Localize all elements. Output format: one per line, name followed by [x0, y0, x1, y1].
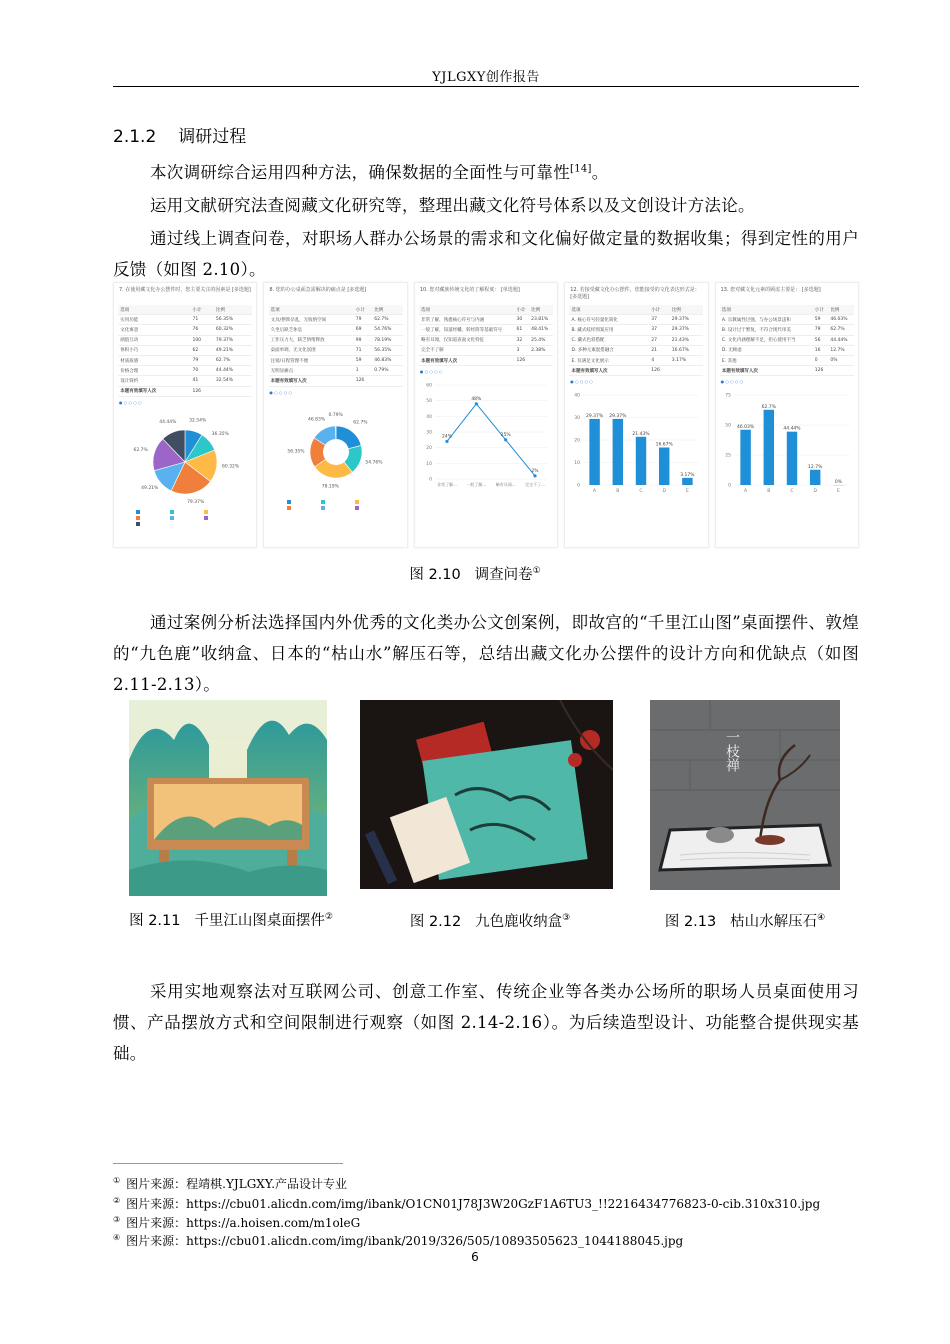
table-cell: 79: [354, 315, 373, 325]
table-total-label: 本题有效填写人次: [118, 386, 190, 396]
legend-swatch: [136, 510, 140, 514]
citation-ref[interactable]: [14]: [570, 163, 592, 175]
y-tick-label: 25: [725, 453, 731, 459]
table-cell: 59: [813, 315, 829, 325]
table-row: [569, 325, 703, 335]
table-cell: 23.81%: [529, 315, 553, 325]
survey-figure: [113, 282, 859, 548]
table-cell: 71: [354, 345, 373, 355]
legend-swatch: [136, 516, 140, 520]
survey-question: 12. 若接受藏文化办公摆件，您能接受的文化表达形式是： [多选题]: [570, 287, 700, 300]
figure-title: 枯山水解压石: [730, 914, 818, 930]
table-cell: 32.54%: [214, 376, 252, 386]
footnote-mark: ③: [113, 1215, 121, 1224]
table-cell: 略有耳闻，仅知道表面文化特征: [419, 335, 514, 345]
table-cell: C. 文化内涵理解不足，担心使用不当: [720, 335, 813, 345]
table-header-cell: 选项: [569, 305, 649, 315]
paragraph-text: 本次调研综合运用四种方法，确保数据的全面性与可靠性: [150, 163, 570, 182]
table-cell: [670, 366, 704, 376]
table-header-cell: 比例: [670, 305, 704, 315]
y-tick-label: 10: [574, 461, 581, 467]
survey-panel: [414, 282, 558, 548]
paragraph-methods: [113, 157, 859, 188]
table-row: [118, 315, 252, 325]
paragraph-observation: 采用实地观察法对互联网公司、创意工作室、传统企业等各类办公场所的职场人员桌面使用习惯、产品摆放方式和空间限制进行观察（如图 2.14-2.16）。为后续造型设计、功能整合提供现实基础。: [113, 982, 859, 1063]
line-point: [475, 402, 478, 405]
survey-chart: [116, 408, 254, 528]
bar: [613, 419, 623, 485]
legend-swatch: [287, 506, 291, 510]
table-cell: A. 宗教属性过强，与办公场景违和: [720, 315, 813, 325]
chart-type-toolbar[interactable]: ● ○ ○ ○ ○: [720, 379, 744, 385]
chart-type-toolbar[interactable]: ● ○ ○ ○ ○: [119, 399, 142, 405]
paragraph-end: 。: [591, 163, 609, 182]
footnote-mark: ④: [113, 1233, 121, 1242]
table-cell: 非常了解，熟悉核心符号与内涵: [419, 315, 514, 325]
table-cell: 29.37%: [670, 325, 704, 335]
table-row: [720, 345, 854, 355]
table-header-cell: 比例: [372, 305, 402, 315]
survey-table: [720, 305, 854, 376]
zen-stone-image: [650, 700, 840, 890]
survey-question: 13. 您对藏文化元素的顾虑主要是： [多选题]: [720, 287, 821, 293]
y-tick-label: 60: [426, 383, 433, 389]
table-total-label: 本题有效填写人次: [269, 376, 354, 386]
table-cell: 37: [649, 315, 670, 325]
slice-label: 62.7%: [133, 447, 148, 453]
y-tick-label: 0: [429, 477, 433, 483]
footnote-3: [113, 1212, 360, 1231]
table-cell: 62.7%: [828, 325, 853, 335]
table-row: [118, 376, 252, 386]
data-label: 2%: [531, 468, 539, 474]
x-tick-label: B: [616, 489, 620, 495]
table-header-cell: 选项: [269, 305, 354, 315]
table-cell: 59: [354, 355, 373, 365]
table-cell: 颜值互动: [118, 335, 190, 345]
table-cell: 29.37%: [670, 315, 704, 325]
deer-box-image: [360, 700, 613, 889]
table-row: [720, 315, 854, 325]
x-tick-label: 非常了解...: [437, 482, 457, 488]
legend-swatch: [321, 506, 325, 510]
data-label: 16.67%: [656, 442, 674, 448]
data-label: 48%: [471, 396, 482, 402]
table-cell: 44.44%: [828, 335, 853, 345]
y-tick-label: 75: [725, 393, 731, 399]
chart-type-toolbar[interactable]: ● ○ ○ ○ ○: [419, 369, 443, 375]
slice-label: 36.35%: [211, 431, 230, 437]
line-point: [533, 474, 536, 477]
table-cell: 0%: [828, 355, 853, 365]
line-point: [445, 440, 448, 443]
table-total-value: 126: [649, 366, 670, 376]
table-cell: 79.37%: [214, 335, 252, 345]
table-cell: 69: [354, 325, 373, 335]
survey-table: [569, 305, 703, 376]
data-label: 12.7%: [807, 465, 823, 471]
slice-label: 79.37%: [187, 499, 205, 505]
table-row: [118, 355, 252, 365]
slice-label: 78.19%: [321, 484, 339, 490]
bar: [763, 410, 773, 485]
table-row: [269, 335, 403, 345]
table-cell: 3.17%: [670, 355, 704, 365]
table-row: [419, 315, 553, 325]
table-cell: 44.44%: [214, 366, 252, 376]
table-cell: 99: [354, 335, 373, 345]
table-total-value: 126: [354, 376, 373, 386]
table-row: [720, 325, 854, 335]
legend-swatch: [355, 506, 359, 510]
donut-hole: [323, 439, 349, 465]
slice-label: 44.44%: [159, 419, 177, 425]
table-cell: [214, 386, 252, 396]
table-cell: 54.76%: [372, 325, 402, 335]
slice-label: 32.54%: [189, 418, 207, 424]
table-header-cell: 比例: [529, 305, 553, 315]
data-label: 44.44%: [783, 426, 801, 432]
footnote-text[interactable]: 图片来源：https://a.hoisen.com/m1oleG: [126, 1216, 361, 1230]
footnote-text: 图片来源：程靖棋.YJLGXY.产品设计专业: [126, 1177, 348, 1191]
figure-caption-2-10: [0, 563, 950, 584]
table-cell: 56.35%: [214, 315, 252, 325]
table-row: [419, 325, 553, 335]
footnote-mark[interactable]: ①: [532, 566, 541, 577]
x-tick-label: C: [639, 489, 643, 495]
table-header-cell: 小计: [649, 305, 670, 315]
legend-swatch: [204, 516, 208, 520]
photo-landscape-ornament: [129, 700, 327, 896]
table-cell: 46.83%: [372, 355, 402, 365]
table-cell: 价格合理: [118, 366, 190, 376]
table-cell: 30: [515, 315, 530, 325]
figure-caption-2-12: [370, 910, 610, 931]
data-label: 21.43%: [632, 432, 651, 438]
table-cell: 56: [813, 335, 829, 345]
data-label: 24%: [442, 434, 453, 440]
table-cell: 37: [649, 325, 670, 335]
survey-panel: [113, 282, 257, 548]
table-cell: 49.21%: [214, 345, 252, 355]
slice-label: 62.7%: [352, 420, 368, 426]
figure-label: 图 2.10: [409, 567, 461, 583]
footnote-2: [113, 1193, 820, 1212]
table-cell: 久坐后缺乏休息: [269, 325, 354, 335]
survey-panel: [715, 282, 859, 548]
table-row: [569, 345, 703, 355]
table-cell: 注销/日程管理不便: [269, 355, 354, 365]
bar: [787, 432, 797, 485]
slice-label: 0.79%: [328, 412, 343, 418]
survey-chart: [267, 398, 405, 518]
y-tick-label: 50: [725, 423, 731, 429]
table-row: [118, 345, 252, 355]
table-cell: C. 藏式色彩搭配: [569, 335, 649, 345]
table-total-label: 本题有效填写人次: [569, 366, 649, 376]
table-row: [118, 366, 252, 376]
table-cell: 材质质感: [118, 355, 190, 365]
table-cell: 62: [190, 345, 213, 355]
paragraph-cases: 通过案例分析法选择国内外优秀的文化类办公文创案例，即故宫的“千里江山图”桌面摆件、敦煌的“九色鹿”收纳盒、日本的“枯山水”解压石等，总结出藏文化办公摆件的设计方向和优缺点（如图 2.11-2.13）。: [113, 613, 859, 694]
table-row: [569, 355, 703, 365]
table-row: [269, 366, 403, 376]
bar: [740, 430, 750, 485]
table-cell: 32: [515, 335, 530, 345]
slice-label: 56.35%: [287, 449, 305, 455]
y-tick-label: 0: [577, 483, 581, 489]
data-label: 25%: [500, 432, 511, 438]
paragraph-literature: 运用文献研究法查阅藏文化研究等，整理出藏文化符号体系以及文创设计方法论。: [150, 196, 755, 215]
table-row: [720, 355, 854, 365]
table-cell: 2.38%: [529, 345, 553, 355]
table-row: [118, 335, 252, 345]
y-tick-label: 40: [426, 414, 433, 420]
table-cell: 76: [190, 325, 213, 335]
table-row: [269, 355, 403, 365]
table-cell: E. 仅满足文化展示: [569, 355, 649, 365]
footnote-4: [113, 1230, 683, 1249]
series-line: [447, 404, 535, 476]
y-tick-label: 50: [426, 399, 433, 405]
footnote-mark[interactable]: ④: [817, 913, 826, 924]
y-tick-label: 10: [426, 461, 433, 467]
survey-panel: [564, 282, 708, 548]
photo-deer-box: [360, 700, 613, 889]
table-cell: 21: [649, 345, 670, 355]
landscape-ornament-image: [129, 700, 327, 896]
survey-chart: [417, 377, 555, 497]
bar: [659, 448, 669, 486]
table-total-label: 本题有效填写人次: [720, 366, 813, 376]
figure-caption-2-11: [116, 910, 346, 932]
figure-label: 图 2.12: [409, 914, 462, 930]
table-cell: 0: [813, 355, 829, 365]
table-cell: E. 其他: [720, 355, 813, 365]
survey-question: 7. 在使用藏文化办公摆件时，您主要关注的因素是 [多选题]: [119, 287, 251, 293]
table-cell: D. 无顾虑: [720, 345, 813, 355]
table-header-cell: 比例: [214, 305, 252, 315]
y-tick-label: 30: [574, 416, 581, 422]
table-cell: 文具/摆饰杂乱，无收纳空间: [269, 315, 354, 325]
survey-table: [118, 305, 252, 397]
survey-table: [419, 305, 553, 366]
table-cell: 12.7%: [828, 345, 853, 355]
legend-swatch: [321, 500, 325, 504]
survey-chart: [567, 387, 705, 507]
table-row: [118, 325, 252, 335]
data-label: 62.7%: [761, 405, 776, 411]
y-tick-label: 0: [727, 483, 731, 489]
bar: [636, 437, 646, 485]
y-tick-label: 30: [426, 430, 433, 436]
x-tick-label: D: [662, 489, 667, 495]
x-tick-label: A: [593, 489, 597, 495]
table-total-label: 本题有效填写人次: [419, 355, 514, 365]
survey-table: [269, 305, 403, 387]
x-tick-label: 完全不了...: [525, 482, 545, 488]
data-label: 3.17%: [680, 473, 695, 479]
bar: [590, 419, 600, 485]
table-cell: 设计简约: [118, 376, 190, 386]
x-tick-label: B: [767, 489, 771, 495]
figure-caption-2-13: [630, 910, 860, 931]
data-label: 29.37%: [586, 414, 604, 420]
table-header-cell: 小计: [354, 305, 373, 315]
data-label: 29.37%: [609, 414, 627, 420]
footnote-1: [113, 1173, 347, 1192]
x-tick-label: D: [813, 489, 817, 495]
bar: [683, 478, 693, 485]
table-cell: 21.43%: [670, 335, 704, 345]
data-label: 0%: [834, 480, 842, 486]
table-cell: 56.35%: [372, 345, 402, 355]
table-row: [419, 335, 553, 345]
survey-panel: [263, 282, 407, 548]
section-number: 2.1.2: [113, 127, 157, 147]
slice-label: 60.32%: [222, 464, 240, 470]
slice-label: 49.21%: [141, 485, 159, 491]
table-cell: 41: [190, 376, 213, 386]
line-point: [504, 438, 507, 441]
table-row: [720, 335, 854, 345]
table-row: [269, 315, 403, 325]
footnote-rule: [113, 1163, 343, 1164]
figure-title: 千里江山图桌面摆件: [194, 913, 325, 929]
footnote-mark[interactable]: ②: [324, 912, 333, 923]
table-total-value: 126: [190, 386, 213, 396]
photo-zen-stone: [650, 700, 840, 890]
figure-title: 调查问卷: [474, 567, 533, 583]
footnote-mark[interactable]: ③: [562, 913, 571, 924]
table-header-cell: 小计: [813, 305, 829, 315]
brand-text: 一枝禅: [724, 730, 740, 772]
table-cell: 3: [515, 345, 530, 355]
table-cell: 体积小巧: [118, 345, 190, 355]
table-cell: 100: [190, 335, 213, 345]
table-cell: B. 藏式纹样图案应用: [569, 325, 649, 335]
legend-swatch: [355, 500, 359, 504]
table-cell: 1: [354, 366, 373, 376]
paragraph-survey: 通过线上调查问卷，对职场人群办公场景的需求和文化偏好做定量的数据收集；得到定性的用户反馈（如图 2.10）。: [113, 229, 859, 279]
table-cell: 27: [649, 335, 670, 345]
x-tick-label: A: [743, 489, 747, 495]
legend-swatch: [287, 500, 291, 504]
table-cell: 实用功能: [118, 315, 190, 325]
footnote-text[interactable]: 图片来源：https://cbu01.alicdn.com/img/ibank/2019/326/505/10893505623_1044188045.jpg: [126, 1234, 684, 1248]
legend-swatch: [170, 510, 174, 514]
table-cell: 一般了解，知道经幡、转经筒等基础符号: [419, 325, 514, 335]
y-tick-label: 20: [574, 438, 581, 444]
table-cell: D. 多种元素混搭融合: [569, 345, 649, 355]
table-cell: 70: [190, 366, 213, 376]
x-tick-label: E: [686, 489, 690, 495]
table-cell: 62.7%: [214, 355, 252, 365]
table-cell: 79: [813, 325, 829, 335]
table-cell: 25.4%: [529, 335, 553, 345]
table-row: [269, 325, 403, 335]
legend-swatch: [136, 522, 140, 526]
table-cell: 文化寓意: [118, 325, 190, 335]
section-heading: [113, 122, 246, 147]
figure-label: 图 2.11: [129, 913, 181, 929]
section-title: 调研过程: [178, 127, 247, 147]
legend-swatch: [204, 510, 208, 514]
table-cell: 60.32%: [214, 325, 252, 335]
footnote-mark: ①: [113, 1176, 121, 1185]
table-row: [569, 335, 703, 345]
page-header: YJLGXY创作报告: [432, 70, 540, 85]
footnote-text[interactable]: 图片来源：https://cbu01.alicdn.com/img/ibank/O1CN01J78J3W20GzF1A6TU3_!!2216434776823-0-cib.310x310.jpg: [126, 1197, 821, 1211]
table-total-value: 126: [515, 355, 530, 365]
table-cell: 完全不了解: [419, 345, 514, 355]
survey-chart: [718, 387, 856, 507]
table-header-cell: 小计: [515, 305, 530, 315]
table-cell: B. 设计过于繁复，不符合现代审美: [720, 325, 813, 335]
table-cell: 无明显痛点: [269, 366, 354, 376]
table-cell: 48.41%: [529, 325, 553, 335]
legend-swatch: [170, 516, 174, 520]
table-cell: [529, 355, 553, 365]
chart-type-toolbar[interactable]: ● ○ ○ ○ ○: [269, 389, 292, 395]
table-cell: [828, 366, 853, 376]
header-rule: [113, 86, 859, 87]
table-header-cell: 小计: [190, 305, 213, 315]
table-cell: 16.67%: [670, 345, 704, 355]
table-cell: 工作压力大，缺乏情绪释放: [269, 335, 354, 345]
table-header-cell: 选项: [118, 305, 190, 315]
figure-label: 图 2.13: [664, 914, 717, 930]
table-cell: A. 核心符号轻量化简化: [569, 315, 649, 325]
y-tick-label: 40: [574, 393, 581, 399]
table-cell: 16: [813, 345, 829, 355]
table-row: [269, 345, 403, 355]
table-cell: 71: [190, 315, 213, 325]
x-tick-label: 略有耳闻...: [495, 482, 516, 488]
data-label: 46.03%: [736, 425, 755, 431]
figure-title: 九色鹿收纳盒: [475, 914, 563, 930]
table-row: [569, 315, 703, 325]
table-cell: 61: [515, 325, 530, 335]
x-tick-label: C: [790, 489, 794, 495]
table-cell: 62.7%: [372, 315, 402, 325]
table-cell: 0.79%: [372, 366, 402, 376]
table-cell: 79: [190, 355, 213, 365]
table-cell: [372, 376, 402, 386]
table-cell: 桌面单调，无文化氛围: [269, 345, 354, 355]
table-row: [419, 345, 553, 355]
survey-question: 8. 您的办公桌面急需解决的痛点是 [多选题]: [269, 287, 367, 293]
survey-question: 10. 您对藏族传统文化的了解程度： [单选题]: [419, 287, 520, 293]
table-cell: 46.03%: [828, 315, 853, 325]
table-cell: 78.19%: [372, 335, 402, 345]
table-header-cell: 比例: [828, 305, 853, 315]
slice-label: 46.83%: [307, 417, 325, 423]
table-total-value: 126: [813, 366, 829, 376]
table-cell: 4: [649, 355, 670, 365]
chart-type-toolbar[interactable]: ● ○ ○ ○ ○: [570, 379, 593, 385]
y-tick-label: 20: [426, 446, 433, 452]
table-header-cell: 选项: [419, 305, 514, 315]
x-tick-label: 一般了解...: [466, 482, 487, 488]
page-number: 6: [471, 1250, 479, 1264]
x-tick-label: E: [836, 489, 840, 495]
slice-label: 54.76%: [365, 459, 383, 465]
bar: [810, 470, 820, 485]
table-header-cell: 选项: [720, 305, 813, 315]
footnote-mark: ②: [113, 1196, 121, 1205]
